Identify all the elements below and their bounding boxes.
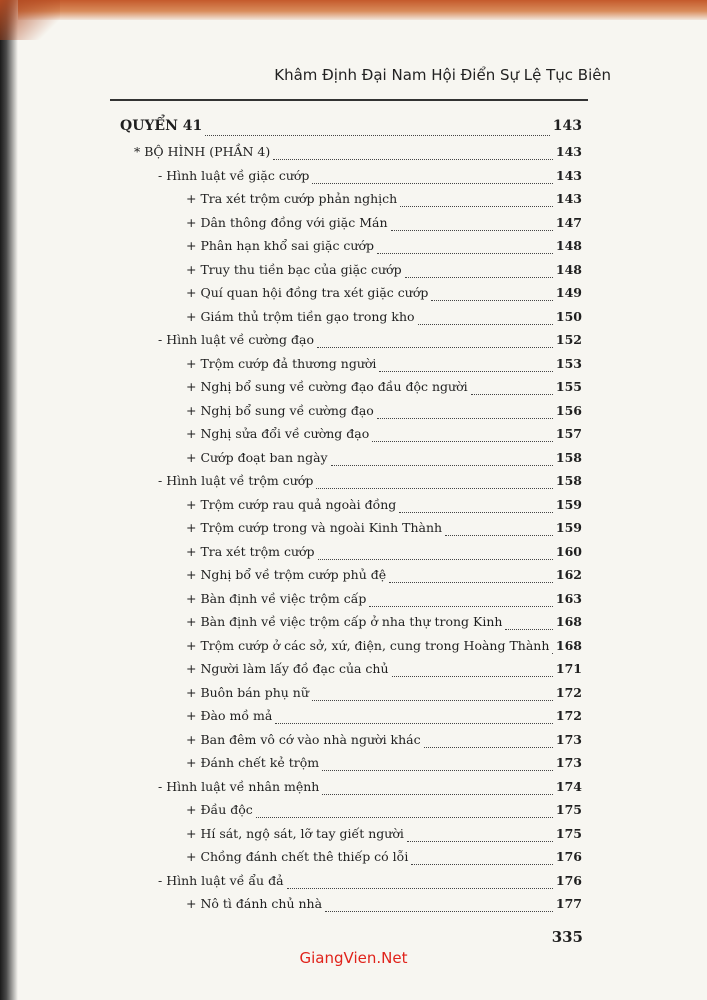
toc-leader-dots (377, 253, 553, 254)
toc-leader-dots (389, 582, 553, 583)
toc-entry[interactable] (120, 426, 582, 450)
toc-entry[interactable] (120, 309, 582, 333)
header-rule (110, 99, 588, 101)
toc-entry-page: 172 (555, 708, 582, 723)
toc-entry-label: + Trộm cướp đả thương người (186, 355, 377, 371)
toc-entry-page: 177 (555, 896, 582, 911)
toc-entry-page: 173 (555, 755, 582, 770)
toc-entry[interactable] (120, 685, 582, 709)
toc-entry-label: + Nghị bổ sung về cường đạo đầu độc người (186, 379, 468, 394)
toc-entry-page: 147 (555, 214, 582, 230)
toc-entry-label: - Hình luật về cường đạo (158, 332, 314, 347)
toc-leader-dots (400, 206, 553, 207)
toc-entry-label: + Hí sát, ngộ sát, lỡ tay giết người (186, 825, 404, 841)
toc-entry-page: 143 (555, 167, 582, 183)
toc-entry-label: + Trộm cướp trong và ngoài Kinh Thành (186, 520, 443, 535)
page-top-edge (0, 0, 707, 20)
toc-entry-label: + Quí quan hội đồng tra xét giặc cướp (186, 285, 429, 300)
toc-leader-dots (322, 794, 553, 795)
toc-entry-page: 176 (555, 872, 582, 888)
toc-leader-dots (275, 723, 553, 724)
toc-entry-label: + Tra xét trộm cướp (186, 543, 315, 559)
toc-entry[interactable] (120, 118, 582, 144)
toc-entry-page: 155 (555, 379, 582, 394)
toc-leader-dots (424, 747, 553, 748)
toc-entry-label: + Đào mồ mả (186, 708, 273, 723)
toc-entry-label: + Người làm lấy đồ đạc của chủ (186, 661, 389, 676)
toc-leader-dots (405, 277, 553, 278)
toc-entry[interactable] (120, 779, 582, 803)
toc-entry-label: - Hình luật về nhân mệnh (158, 778, 320, 794)
toc-entry-label: + Dân thông đồng với giặc Mán (186, 214, 388, 230)
toc-entry-page: 143 (555, 191, 582, 206)
toc-entry-page: 168 (555, 637, 582, 653)
toc-entry-page: 143 (555, 144, 582, 159)
running-header: Khâm Định Đại Nam Hội Điển Sự Lệ Tục Biên (274, 66, 611, 84)
toc-leader-dots (205, 135, 550, 136)
toc-entry[interactable] (120, 191, 582, 215)
toc-entry[interactable] (120, 638, 582, 662)
toc-leader-dots (445, 535, 553, 536)
toc-entry[interactable] (120, 614, 582, 638)
toc-entry-label: + Truy thu tiền bạc của giặc cướp (186, 261, 402, 277)
toc-entry[interactable] (120, 238, 582, 262)
toc-entry[interactable] (120, 144, 582, 168)
toc-entry[interactable] (120, 473, 582, 497)
toc-leader-dots (318, 559, 553, 560)
toc-entry[interactable] (120, 450, 582, 474)
toc-leader-dots (287, 888, 553, 889)
toc-entry-page: 159 (555, 496, 582, 512)
page-number: 335 (551, 928, 583, 946)
toc-leader-dots (256, 817, 553, 818)
toc-entry-page: 149 (555, 285, 582, 300)
toc-entry-page: 176 (555, 849, 582, 864)
toc-leader-dots (317, 347, 553, 348)
toc-entry[interactable] (120, 802, 582, 826)
toc-leader-dots (399, 512, 553, 513)
toc-entry[interactable] (120, 403, 582, 427)
toc-entry[interactable] (120, 873, 582, 897)
toc-entry-page: 153 (555, 355, 582, 371)
toc-entry[interactable] (120, 708, 582, 732)
toc-leader-dots (392, 676, 553, 677)
toc-entry-label: QUYỂN 41 (120, 118, 203, 134)
toc-entry-page: 157 (555, 426, 582, 441)
toc-entry-page: 158 (555, 473, 582, 488)
toc-leader-dots (322, 770, 553, 771)
toc-entry-page: 172 (555, 684, 582, 700)
toc-entry[interactable] (120, 356, 582, 380)
toc-entry-page: 158 (555, 449, 582, 465)
toc-entry[interactable] (120, 168, 582, 192)
toc-entry-label: + Đầu độc (186, 802, 253, 817)
toc-entry-page: 143 (552, 118, 582, 134)
toc-leader-dots (505, 629, 552, 630)
toc-entry-page: 175 (555, 802, 582, 817)
toc-entry[interactable] (120, 520, 582, 544)
toc-entry[interactable] (120, 567, 582, 591)
toc-entry-page: 152 (555, 332, 582, 347)
toc-leader-dots (431, 300, 553, 301)
toc-entry-page: 148 (555, 261, 582, 277)
toc-entry-page: 175 (555, 825, 582, 841)
toc-entry[interactable] (120, 826, 582, 850)
toc-leader-dots (379, 371, 553, 372)
toc-entry[interactable] (120, 661, 582, 685)
toc-entry[interactable] (120, 262, 582, 286)
page-binding-edge (0, 0, 18, 1000)
toc-entry-page: 168 (555, 614, 582, 629)
toc-leader-dots (325, 911, 553, 912)
page-corner-shade (0, 0, 60, 40)
toc-entry[interactable] (120, 732, 582, 756)
toc-leader-dots (552, 653, 553, 654)
toc-entry-page: 173 (555, 731, 582, 747)
toc-leader-dots (331, 465, 553, 466)
toc-entry-page: 150 (555, 308, 582, 324)
toc-leader-dots (372, 441, 553, 442)
toc-entry-page: 174 (555, 778, 582, 794)
toc-entry[interactable] (120, 379, 582, 403)
toc-entry[interactable] (120, 497, 582, 521)
toc-entry-label: + Phân hạn khổ sai giặc cướp (186, 238, 375, 253)
toc-leader-dots (391, 230, 553, 231)
toc-entry[interactable] (120, 755, 582, 779)
toc-entry-label: - Hình luật về ẩu đả (158, 872, 284, 888)
toc-entry-page: 171 (555, 661, 582, 676)
toc-entry-page: 156 (555, 402, 582, 418)
toc-entry-page: 162 (555, 567, 582, 582)
toc-entry-label: + Nghị bổ về trộm cướp phủ đệ (186, 567, 387, 582)
toc-entry-label: + Đánh chết kẻ trộm (186, 755, 320, 770)
toc-entry-label: + Bàn định về việc trộm cấp ở nha thự trong Kinh (186, 614, 503, 629)
toc-entry-label: + Tra xét trộm cướp phản nghịch (186, 191, 398, 206)
toc-leader-dots (407, 841, 553, 842)
toc-entry-page: 160 (555, 543, 582, 559)
toc-entry[interactable] (120, 591, 582, 615)
toc-entry-label: - Hình luật về giặc cướp (158, 167, 310, 183)
table-of-contents (120, 118, 582, 920)
toc-entry-page: 163 (555, 590, 582, 606)
toc-leader-dots (377, 418, 553, 419)
watermark: GiangVien.Net (299, 949, 408, 967)
toc-leader-dots (471, 394, 553, 395)
toc-entry-label: - Hình luật về trộm cướp (158, 473, 314, 488)
toc-entry[interactable] (120, 332, 582, 356)
toc-entry-label: + Buôn bán phụ nữ (186, 684, 309, 700)
toc-entry-label: * BỘ HÌNH (PHẦN 4) (134, 144, 271, 159)
toc-entry-label: + Nô tì đánh chủ nhà (186, 896, 323, 911)
toc-leader-dots (418, 324, 553, 325)
toc-entry-label: + Cướp đoạt ban ngày (186, 449, 328, 465)
toc-entry-label: + Nghị bổ sung về cường đạo (186, 402, 374, 418)
toc-leader-dots (411, 864, 553, 865)
toc-entry[interactable] (120, 896, 582, 920)
toc-entry[interactable] (120, 285, 582, 309)
toc-leader-dots (369, 606, 553, 607)
toc-entry[interactable] (120, 215, 582, 239)
toc-entry-label: + Nghị sửa đổi về cường đạo (186, 426, 370, 441)
toc-leader-dots (312, 700, 553, 701)
toc-entry-label: + Trộm cướp ở các sở, xứ, điện, cung trong Hoàng Thành (186, 637, 550, 653)
toc-entry-label: + Trộm cướp rau quả ngoài đồng (186, 496, 397, 512)
toc-leader-dots (312, 183, 553, 184)
toc-entry-page: 159 (555, 520, 582, 535)
toc-entry[interactable] (120, 544, 582, 568)
toc-entry[interactable] (120, 849, 582, 873)
toc-entry-page: 148 (555, 238, 582, 253)
toc-entry-label: + Chồng đánh chết thê thiếp có lỗi (186, 849, 409, 864)
toc-entry-label: + Ban đêm vô cớ vào nhà người khác (186, 731, 421, 747)
toc-leader-dots (316, 488, 553, 489)
toc-entry-label: + Bàn định về việc trộm cấp (186, 590, 367, 606)
toc-leader-dots (273, 159, 553, 160)
toc-entry-label: + Giám thủ trộm tiền gạo trong kho (186, 308, 415, 324)
